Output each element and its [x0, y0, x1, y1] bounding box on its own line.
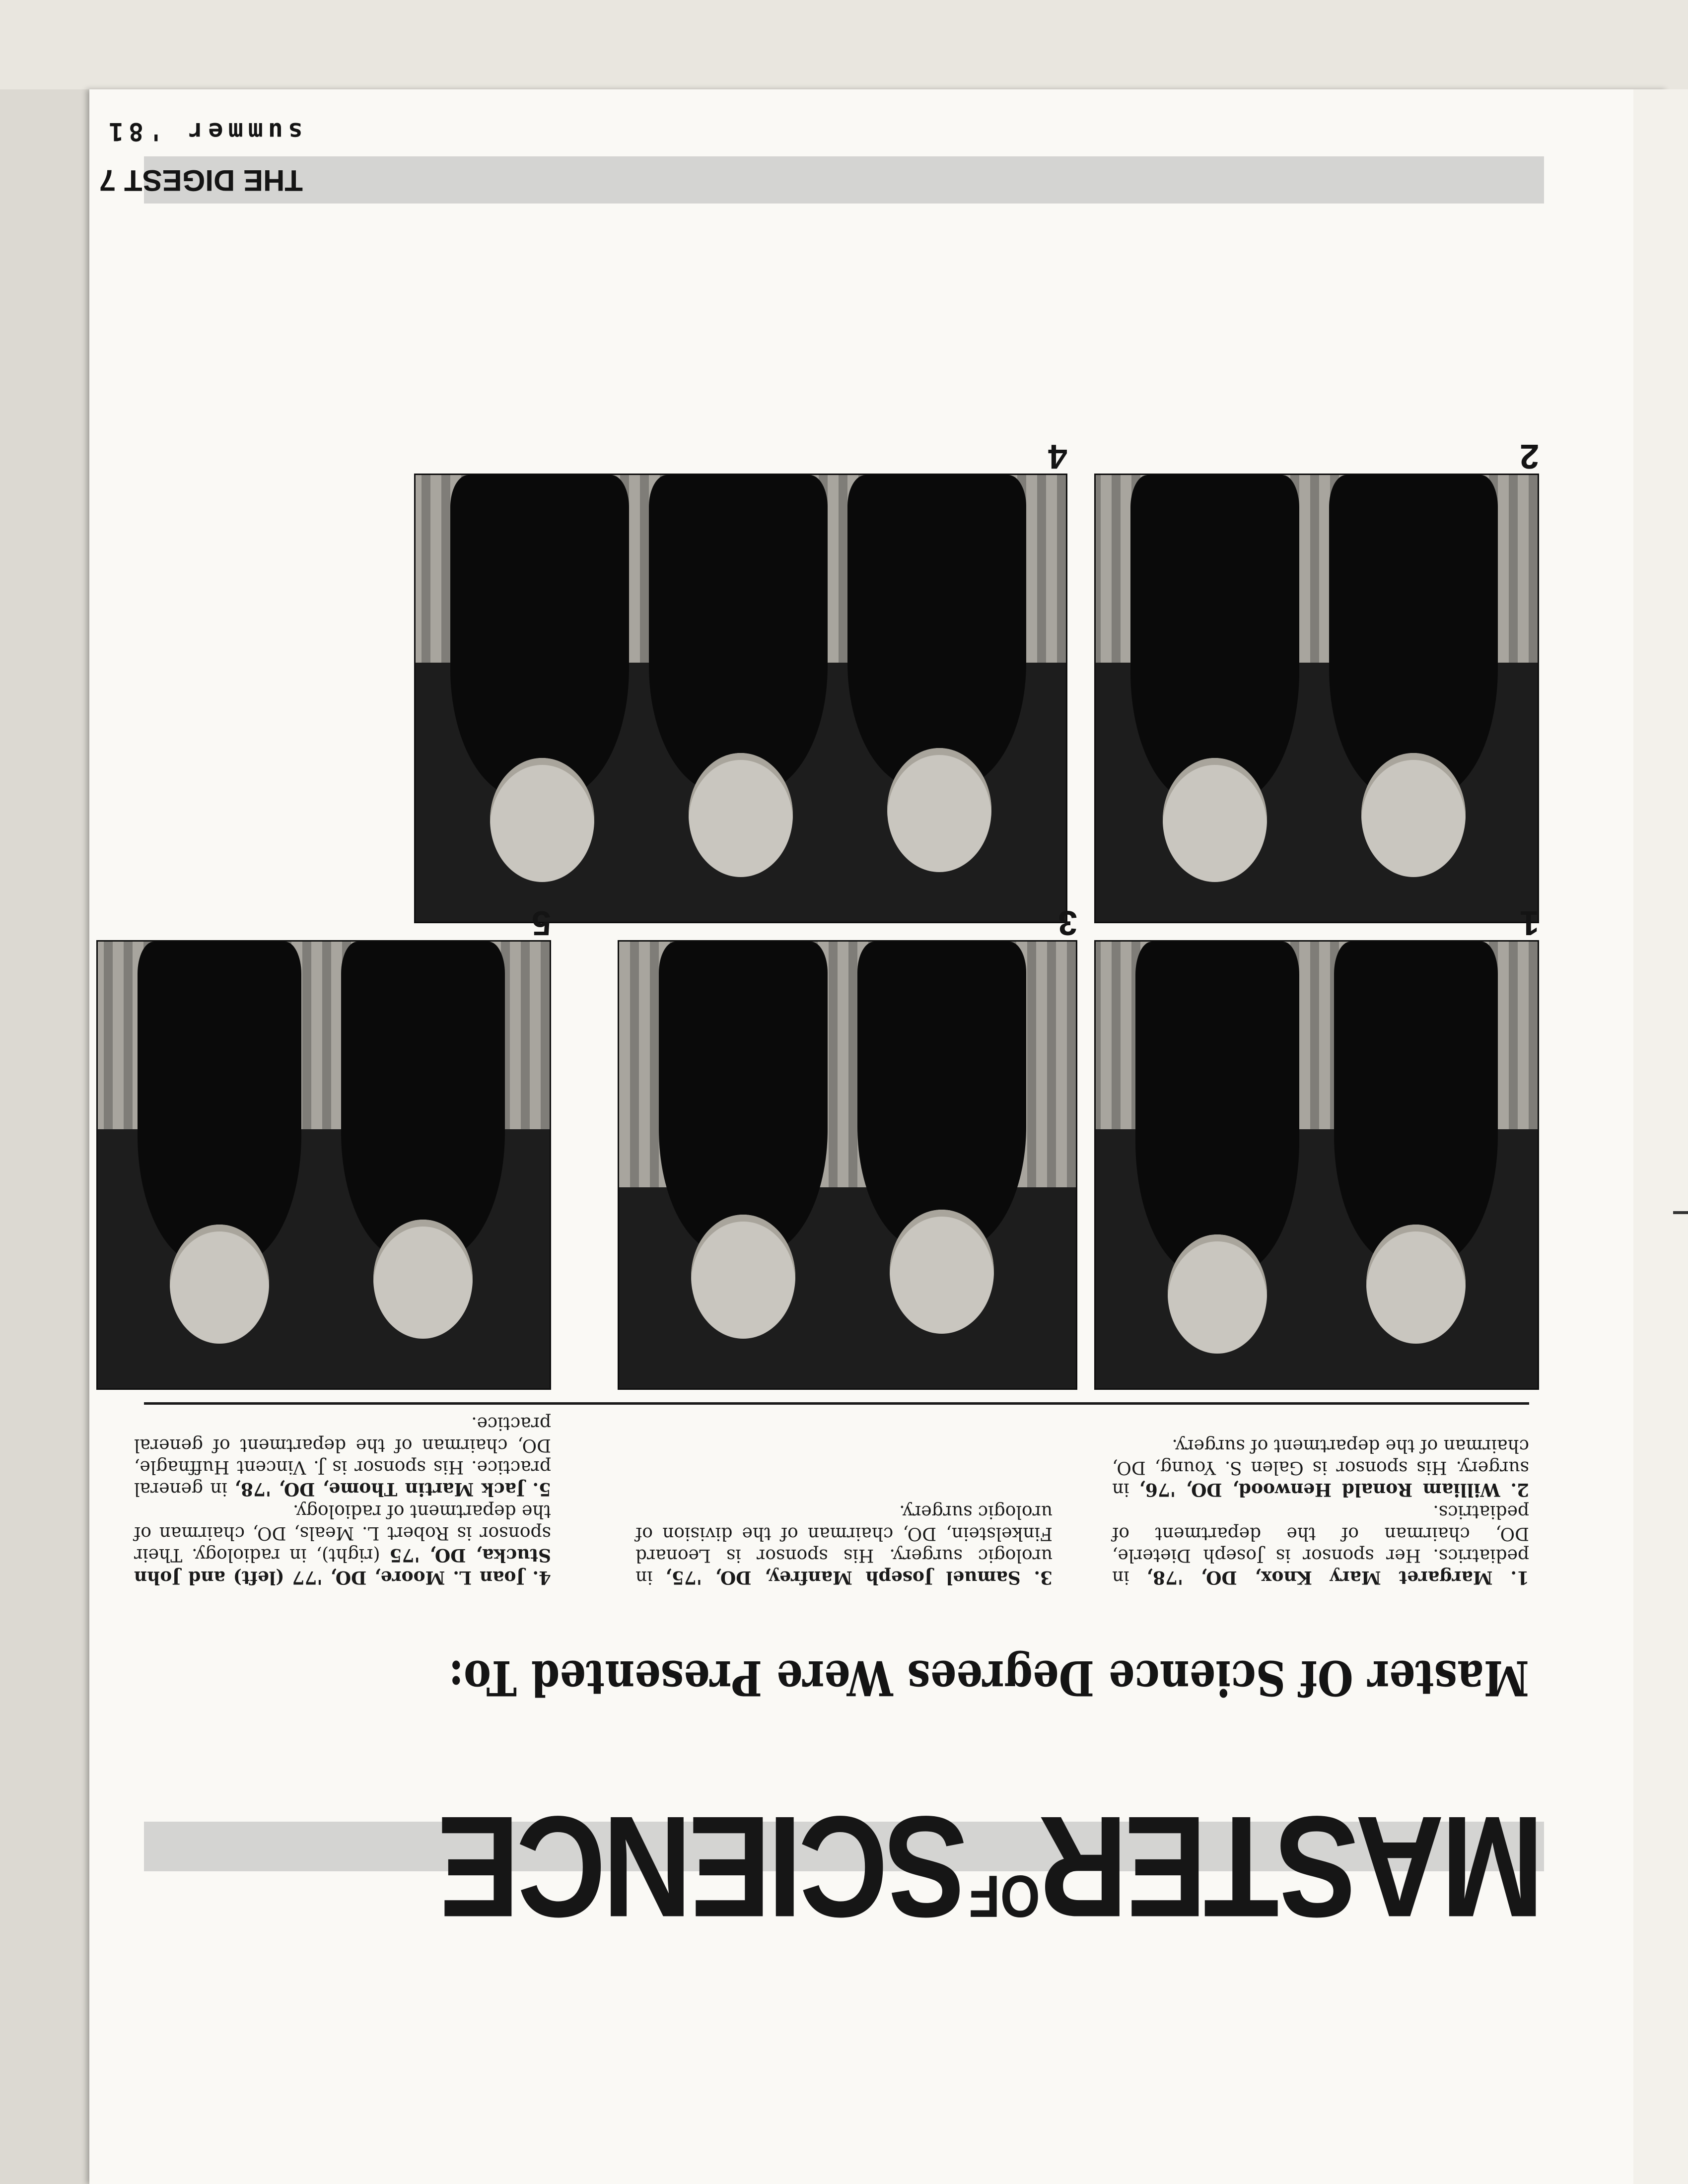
graduate-figure [1329, 475, 1498, 798]
caption-2-text: in surgery. His sponsor is Galen S. Young, DO, chairman of the department of surgery. [1112, 1435, 1529, 1500]
graduate-figure [1130, 475, 1299, 803]
caption-4-text: (right), in radiology. Their sponsor is Robert L. Meals, DO, chairman of the department of radiology. [134, 1501, 551, 1565]
graduate-figure [1334, 942, 1498, 1264]
graduate-face [1361, 753, 1466, 877]
caption-column-left [1112, 1410, 1529, 1588]
caption-1-text: in pediatrics. Her sponsor is Joseph Dieterle, DO, chairman of the department of pediatrics. [1112, 1502, 1529, 1587]
footer-season: summer '81 [103, 117, 303, 146]
graduate-figure [450, 475, 629, 798]
caption-1-name: 1. Margaret Mary Knox, DO, '78, [1146, 1567, 1529, 1588]
caption-5 [134, 1412, 551, 1500]
subtitle: Master Of Science Degrees Were Presented To: [448, 1650, 1529, 1706]
graduate-face [890, 1210, 994, 1334]
graduate-figure [659, 942, 828, 1254]
caption-4-name: 4. Joan L. Moore, DO, '77 (left) and John Stucka, DO, '75 [134, 1545, 551, 1588]
footer-publication-title: THE DIGEST 7 [99, 164, 303, 197]
photo-number-3: 3 [1058, 904, 1077, 943]
caption-5-text: in general practice. His sponsor is J. Vincent Huffnagle, DO, chairman of the department of general practice. [134, 1413, 551, 1499]
graduate-face [887, 748, 991, 872]
photo-number-1: 1 [1520, 904, 1539, 943]
photo-4-graduates [414, 474, 1067, 923]
caption-column-middle [635, 1410, 1053, 1588]
caption-1 [1112, 1501, 1529, 1588]
graduate-face [1163, 758, 1267, 882]
graduate-figure [341, 942, 505, 1259]
page-title [349, 1786, 1544, 1976]
graduate-face [689, 753, 793, 877]
graduate-figure [1135, 942, 1299, 1274]
graduate-face [170, 1225, 269, 1344]
graduate-figure [649, 475, 828, 793]
caption-2-name: 2. William Ronald Henwood, DO, '76, [1139, 1479, 1529, 1500]
photo-5-graduates [96, 940, 551, 1390]
caption-2 [1112, 1434, 1529, 1501]
graduate-face [490, 758, 594, 882]
graduate-figure [138, 942, 301, 1264]
graduate-figure [847, 475, 1026, 788]
caption-3-name: 3. Samuel Joseph Manfrey, DO, '75, [665, 1567, 1053, 1588]
caption-3 [635, 1501, 1053, 1588]
title-of: OF [969, 1863, 1040, 1929]
caption-3-text: in urologic surgery. His sponsor is Leonard Finkelstein, DO, chairman of the division of urologic surgery. [635, 1502, 1053, 1587]
graduate-face [373, 1220, 473, 1339]
photo-1-graduates [1094, 940, 1539, 1390]
photo-number-5: 5 [532, 904, 551, 943]
caption-5-name: 5. Jack Martin Thome, DO, '78, [234, 1479, 551, 1500]
graduate-face [691, 1215, 795, 1339]
title-science: SCIENCE [440, 1786, 968, 1947]
photo-2-graduates [1094, 474, 1539, 923]
graduate-face [1366, 1225, 1466, 1344]
graduate-face [1168, 1234, 1267, 1354]
photo-number-2: 2 [1520, 437, 1539, 476]
horizontal-rule [144, 1402, 1529, 1405]
footer-gray-band [144, 156, 1544, 204]
caption-4 [134, 1500, 551, 1588]
title-master: MASTER [1042, 1786, 1544, 1947]
photo-number-4: 4 [1048, 437, 1067, 476]
graduate-figure [857, 942, 1026, 1249]
caption-column-right [134, 1410, 551, 1588]
photo-3-graduates [618, 940, 1077, 1390]
